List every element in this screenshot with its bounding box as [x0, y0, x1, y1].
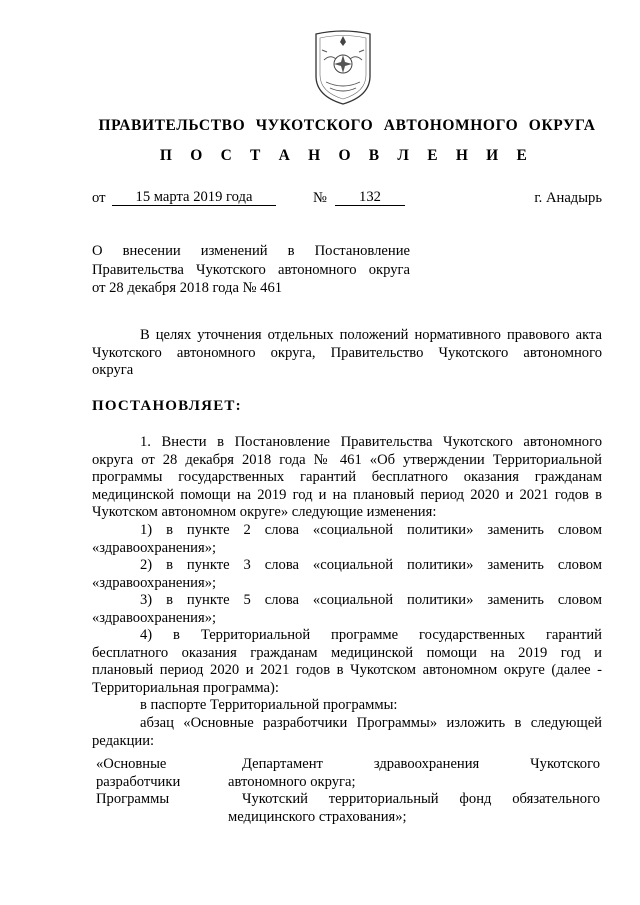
date-label: от	[92, 190, 106, 206]
table-value-line: Департамент здравоохранения Чукотского	[242, 756, 600, 772]
government-title: ПРАВИТЕЛЬСТВО ЧУКОТСКОГО АВТОНОМНОГО ОКРУГА	[98, 117, 596, 134]
item-line: бесплатного оказания гражданам медицинской помощи на 2019 год и	[92, 644, 602, 661]
item-line: «здравоохранения»;	[92, 539, 217, 556]
document-type: П О С Т А Н О В Л Е Н И Е	[159, 147, 535, 164]
table-label-line: разработчики	[96, 773, 181, 790]
table-value-line: медицинского страхования»;	[228, 808, 407, 825]
abstract-paragraph	[92, 715, 602, 750]
item-line: 4) в Территориальной программе государственных гарантий	[140, 627, 602, 643]
preamble-line: В целях уточнения отдельных положений нормативного правового акта	[140, 327, 602, 343]
subject-line: О внесении изменений в Постановление	[92, 243, 410, 259]
resolves-heading: ПОСТАНОВЛЯЕТ:	[92, 398, 242, 414]
table-value	[228, 756, 600, 826]
coat-of-arms-icon	[310, 26, 376, 108]
item-line: 3) в пункте 5 слова «социальной политики» заменить словом	[140, 592, 602, 608]
item-line: 2) в пункте 3 слова «социальной политики» заменить словом	[140, 557, 602, 573]
passport-line	[92, 697, 602, 715]
document-subject	[92, 242, 410, 298]
item-4	[92, 627, 602, 697]
paragraph-1	[92, 434, 602, 522]
table-value-line: Чукотский территориальный фонд обязательного	[242, 791, 600, 808]
paragraph-line: редакции:	[92, 732, 155, 749]
paragraph-line: абзац «Основные разработчики Программы» изложить в следующей	[140, 715, 602, 731]
item-line: 1) в пункте 2 слова «социальной политики» заменить словом	[140, 522, 602, 538]
item-1	[92, 522, 602, 557]
table-label-line: Программы	[96, 791, 170, 808]
item-line: Территориальная программа):	[92, 679, 279, 696]
preamble-line: округа	[92, 362, 134, 379]
paragraph-line: 1. Внести в Постановление Правительства Чукотского автономного	[140, 434, 602, 450]
document-date: 15 марта 2019 года	[112, 190, 276, 206]
paragraph-line: медицинской помощи на 2019 год и на плановый период 2020 и 2021 годов в	[92, 486, 602, 503]
item-3	[92, 592, 602, 627]
subject-line: Правительства Чукотского автономного округа	[92, 261, 410, 278]
table-value-line: автономного округа;	[228, 773, 356, 790]
paragraph-line: Чукотском автономном округе» следующие изменения:	[92, 504, 437, 521]
preamble-line: Чукотского автономного округа, Правительство Чукотского автономного	[92, 344, 602, 361]
item-line: плановый период 2020 и 2021 годов в Чукотском автономном округе (далее -	[92, 662, 602, 679]
document-city: г. Анадырь	[534, 190, 602, 206]
subject-line: от 28 декабря 2018 года № 461	[92, 280, 283, 296]
table-label	[96, 756, 216, 809]
paragraph-line: в паспорте Территориальной программы:	[140, 697, 398, 713]
paragraph-line: программы государственных гарантий бесплатного оказания гражданам	[92, 469, 602, 486]
item-line: «здравоохранения»;	[92, 574, 217, 591]
item-line: «здравоохранения»;	[92, 609, 217, 626]
paragraph-line: округа от 28 декабря 2018 года № 461 «Об утверждении Территориальной	[92, 451, 602, 468]
table-label-line: «Основные	[96, 756, 167, 772]
number-label: №	[313, 190, 327, 206]
document-number: 132	[335, 190, 405, 206]
document-meta	[92, 190, 602, 210]
preamble	[92, 327, 602, 380]
item-2	[92, 557, 602, 592]
